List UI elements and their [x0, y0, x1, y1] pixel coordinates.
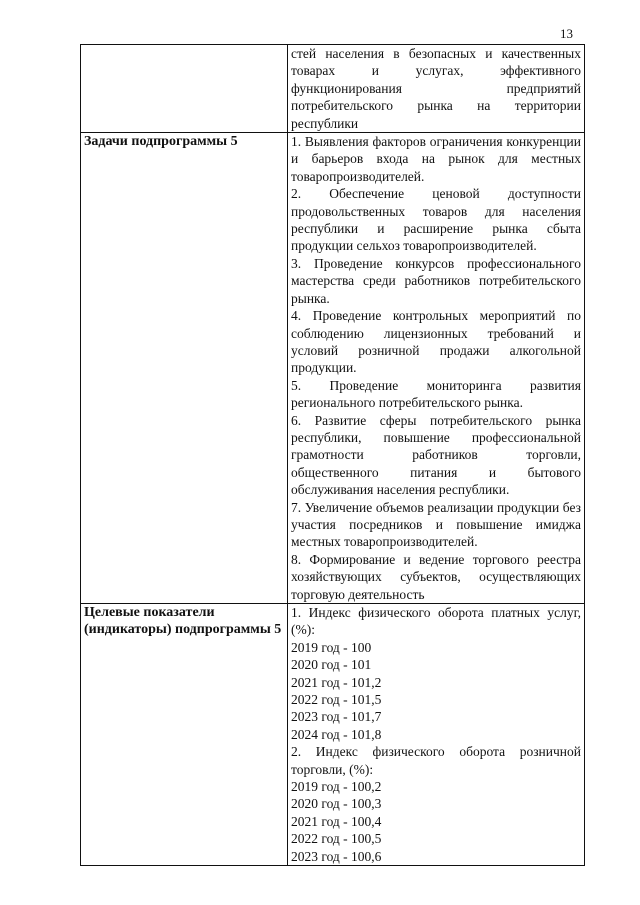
indicator-1-value-2019: 2019 год - 100: [291, 639, 372, 655]
indicator-2-value-2022: 2022 год - 100,5: [291, 831, 382, 847]
table-row-indicators: [81, 604, 585, 866]
task-item-7: 7. Увеличение объемов реализации продукции без участия посредников и повышение имиджа местных товаропроизводителей.: [291, 499, 581, 550]
task-item-1: 1. Выявления факторов ограничения конкуренции и барьеров входа на рынок для местных товаропроизводителей.: [291, 134, 581, 184]
row-label-empty: [81, 45, 288, 133]
tasks-list: [288, 133, 585, 604]
indicator-2-value-2021: 2021 год - 100,4: [291, 813, 382, 829]
indicator-1-value-2021: 2021 год - 101,2: [291, 674, 382, 690]
tasks-label: Задачи подпрограммы 5: [81, 133, 288, 604]
indicator-1-value-2024: 2024 год - 101,8: [291, 726, 382, 742]
indicator-1-value-2022: 2022 год - 101,5: [291, 692, 382, 708]
indicator-title-2: 2. Индекс физического оборота розничной торговли, (%):: [291, 744, 581, 777]
task-item-4: 4. Проведение контрольных мероприятий по соблюдению лицензионных требований и условий розничной продажи алкогольной продукции.: [291, 308, 581, 376]
task-item-8: 8. Формирование и ведение торгового реестра хозяйствующих субъектов, осуществляющих торговую деятельность: [291, 551, 581, 602]
goal-continuation-text: [288, 45, 585, 133]
task-item-6: 6. Развитие сферы потребительского рынка республики, повышение профессиональной грамотности работников торговли, общественного питания и бытового обслуживания населения республики.: [291, 412, 581, 498]
indicator-2-value-2023: 2023 год - 100,6: [291, 848, 382, 864]
goal-paragraph: стей населения в безопасных и качественных товарах и услугах, эффективного функционирования предприятий потребительского рынка на территории республики: [291, 46, 581, 131]
task-item-5: 5. Проведение мониторинга развития регионального потребительского рынка.: [291, 377, 581, 411]
indicator-2-value-2020: 2020 год - 100,3: [291, 796, 382, 812]
table-row-tasks: [81, 133, 585, 604]
indicator-1-value-2023: 2023 год - 101,7: [291, 709, 382, 725]
indicator-1-value-2020: 2020 год - 101: [291, 657, 372, 673]
page-number: 13: [560, 26, 573, 41]
task-item-3: 3. Проведение конкурсов профессионального мастерства среди работников потребительского рынка.: [291, 255, 581, 306]
task-item-2: 2. Обеспечение ценовой доступности продовольственных товаров для населения республики и расширение рынка сбыта продукции сельхоз товаропроизводителей.: [291, 186, 581, 254]
subprogram-table: [80, 44, 585, 866]
indicator-title-1: 1. Индекс физического оборота платных услуг, (%):: [291, 605, 581, 638]
indicators-list: [288, 604, 585, 866]
indicators-label: Целевые показатели (индикаторы) подпрограммы 5: [81, 604, 288, 866]
indicator-2-value-2019: 2019 год - 100,2: [291, 779, 382, 795]
table-row-goal-continuation: [81, 45, 585, 133]
